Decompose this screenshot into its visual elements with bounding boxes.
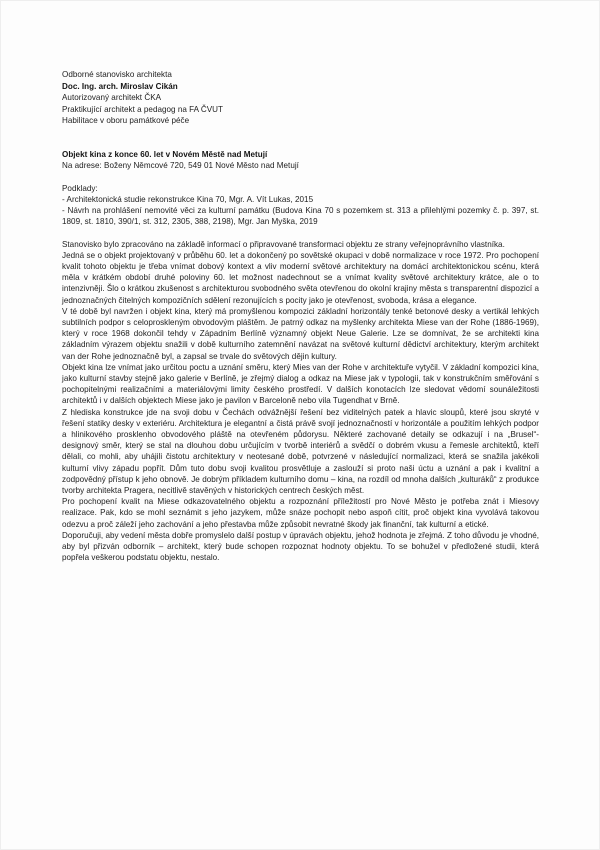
author-credential: Autorizovaný architekt ČKA <box>62 93 162 103</box>
document-body <box>62 69 539 563</box>
source-item: - Architektonická studie rekonstrukce Kina 70, Mgr. A. Vít Lukas, 2015 <box>62 194 314 204</box>
source-item: - Návrh na prohlášení nemovité věci za kulturní památku (Budova Kina 70 s pozemkem st. 313 a přilehlými pozemky č. p. 397, st. 1809, st. 1810, 390/1, st. 312, 2305, 388, 2198), Mgr. Jan Myška, 2019 <box>62 206 539 227</box>
paragraph: Pro pochopení kvalit na Miese odkazovatelného objektu a rozpoznání příležitostí pro Nové Město je potřeba znát i Miesovy realizace. Pak, kdo se mohl seznámit s jeho jazykem, může snáze pochopit nebo aspoň cítit, proč objekt kina vyvolává takovou odezvu a proč záleží jeho zachování a jeho přestavba může způsobit nevratné škody jak finanční, tak kulturní a etické. <box>62 497 539 529</box>
subject-block <box>62 149 539 172</box>
paragraph: Doporučuji, aby vedení města dobře promyslelo další postup v úpravách objektu, jehož hodnota je zřejmá. Z toho důvodu je vhodné, aby byl přizván odborník – architekt, který bude schopen rozpoznat hodnoty objektu. To se bohužel v předložené studii, která popřela veškerou podstatu objektu, nestalo. <box>62 530 539 563</box>
paragraph: Stanovisko bylo zpracováno na základě informací o připravované transformaci objektu ze strany veřejnoprávního vlastníka. <box>62 239 505 249</box>
sources-block <box>62 183 539 228</box>
subject-title: Objekt kina z konce 60. let v Novém Městě nad Metují <box>62 149 268 159</box>
author-position: Praktikující architekt a pedagog na FA ČVUT <box>62 104 224 114</box>
paragraph: Z hlediska konstrukce jde na svoji dobu v Čechách odvážnější řešení bez viditelných patek a hlavic sloupů, které jsou skryté v řešení statiky desky v exteriéru. Architektura je elegantní a čistá právě svojí jednoznačností v horizontále a použitím lehkých podpor a hlinikového prosklenho obvodového pláště na otevřeném půdorysu. Některé zachované detaily se odkazují i na „Brusel“- designový směr, který se stal na dlouhou dobu určujícím v tvorbě interiérů a svědčí o dobrém vkusu a řemesle architektů, kteří dělali, co mohli, aby uhájili čistotu architektury v neotesané době, potvrzené v následující normalizaci, která se snažila jakékoli kulturní vlivy západu popřít. Dům tuto dobu svoji kvalitou prosvětluje a zaslouží si proto naši úctu a uznání a pak i kvalitní a zodpovědný přístup k jeho obnově. Je dobrým příkladem kulturního domu – kina, na rozdíl od mnoha dalších „kulturáků“ z produkce tvorby architekta Pragera, necitlivě stavěných v historických centrech českých měst. <box>62 407 539 496</box>
paragraph: Objekt kina lze vnímat jako určitou poctu a uznání směru, který Mies van der Rohe v architektuře vytyčil. V základní kompozici kina, jako kulturní stavby stejně jako galerie v Berlíně, je zřejmý dialog a odkaz na Miese jak v typologii, tak v konstrukčním směřování s pochopitelnými realizačními a materiálovými limity českého prostředí. V dalších konotacích lze sledovat vědomí sounáležitosti architektů i v dalších objektech Miese jako je pavilon v Barceloně nebo vila Tugendhat v Brně. <box>62 362 539 406</box>
sources-heading: Podklady: <box>62 183 98 193</box>
subject-address: Na adrese: Boženy Němcové 720, 549 01 Nové Město nad Metují <box>62 161 299 171</box>
author-name: Doc. Ing. arch. Miroslav Cikán <box>62 81 178 91</box>
author-habilitation: Habilitace v oboru památkové péče <box>62 116 190 126</box>
paragraph: V té době byl navržen i objekt kina, který má promyšlenou kompozici základní horizontály tenké betonové desky a vertikál lehkých subtilních podpor s celoproskleným obvodovým pláštěm. Je patrný odkaz na myšlenky architekta Miese van der Rohe (1886-1969), který v roce 1968 dokončil tehdy v Západním Berlíně významný objekt Neue Galerie. Lze se domnívat, že se architekti kina základním výrazem objektu snažili v době kulturního zatemnění navázat na světové kulturní dědictví architektury, kterým architekt van der Rohe jednoznačně byl, a zapsal se trvale do světových dějin kultury. <box>62 306 539 361</box>
header-title: Odborné stanovisko architekta <box>62 70 172 79</box>
paragraph: Jedná se o objekt projektovaný v průběhu 60. let a dokončený po sovětské okupaci v době normalizace v roce 1972. Pro pochopení kvalit tohoto objektu je třeba vnímat dobový kontext a vliv moderní světové architektury na domácí architektonickou scénu, která měla v krátkém období druhé poloviny 60. let možnost nadechnout se a vnímat kvality světové architektury krátce, ale o to intenzivněji. Šlo o krátkou zkušenost s architekturou svobodného světa otevřenou do okolní krajiny města s transparentní dispozicí a jednoznačných čitelných kompozičních sdělení rezonujících s pocity jako je otevřenost, svoboda, krása a elegance. <box>62 250 539 305</box>
author-header <box>62 69 539 127</box>
